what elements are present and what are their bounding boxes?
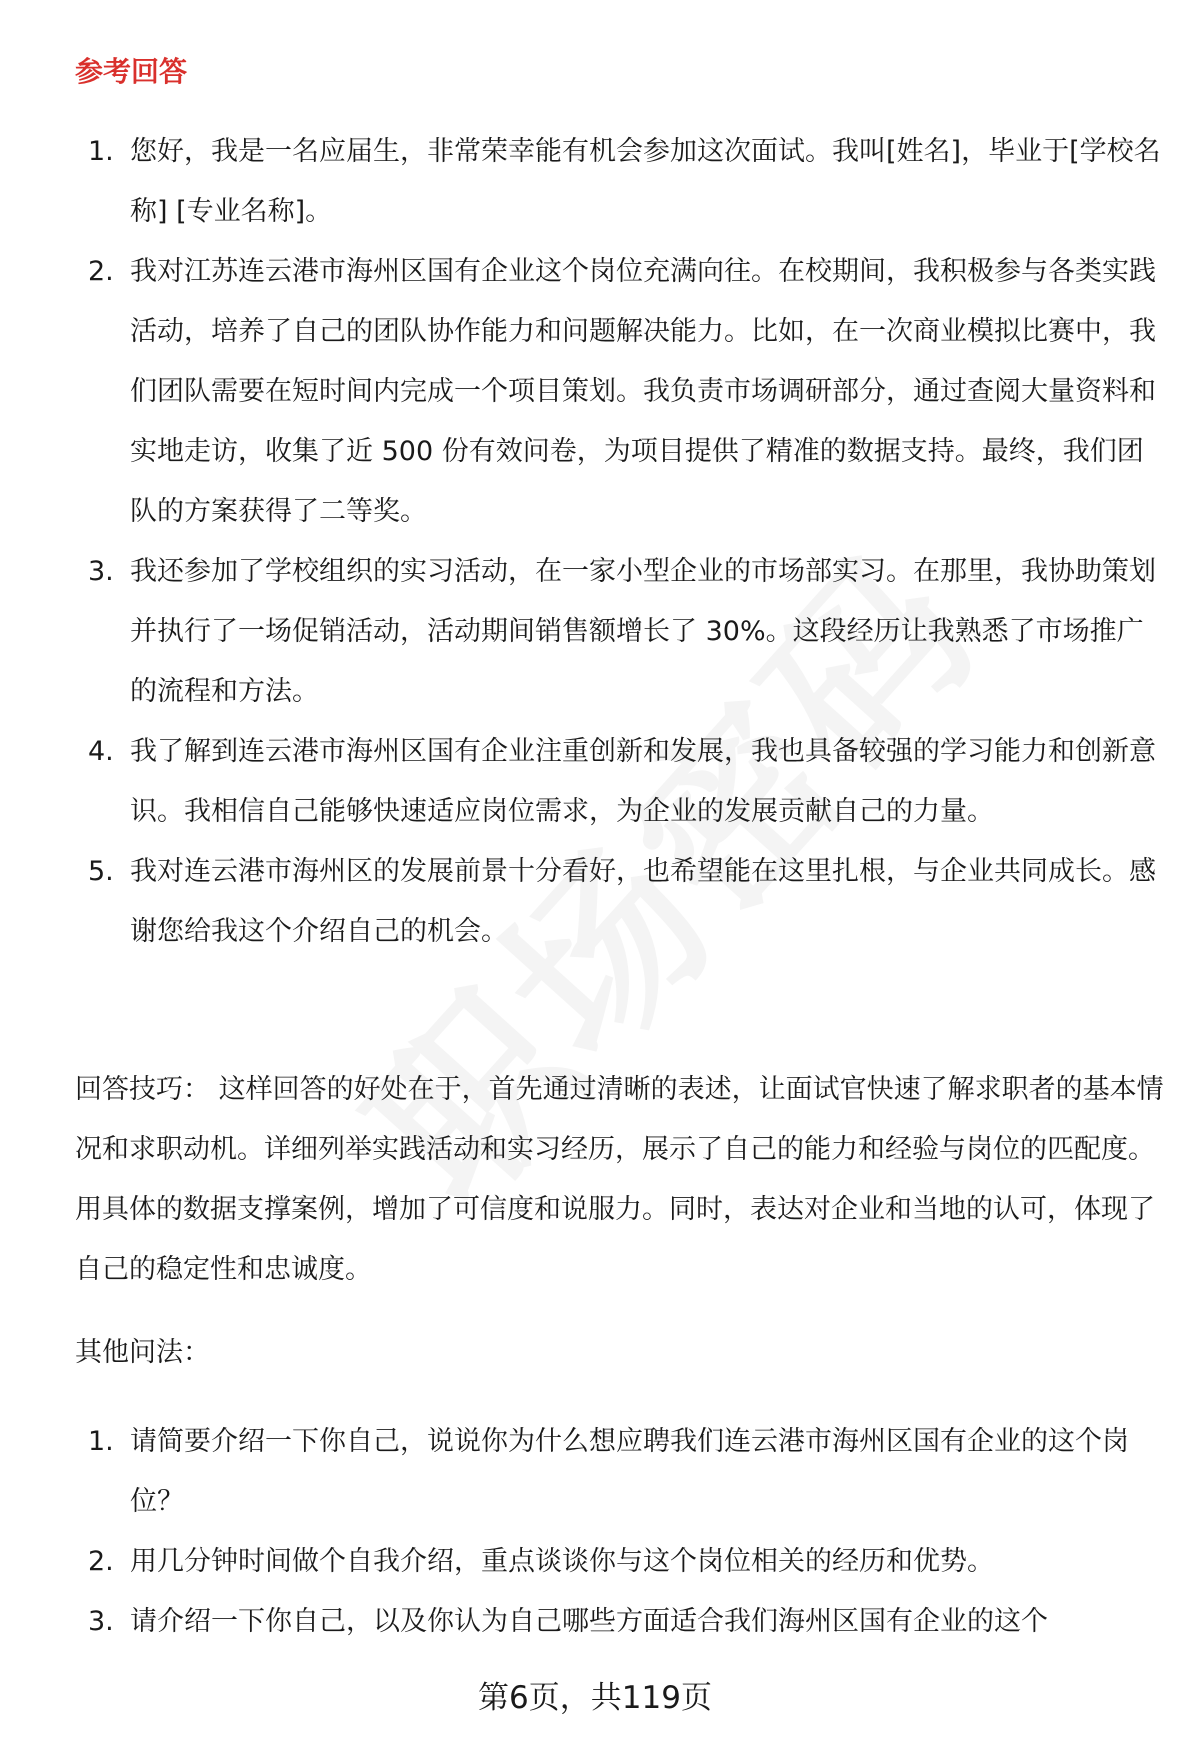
list-item <box>0 542 1162 722</box>
list-item-number: 4. <box>88 736 114 767</box>
list-item <box>0 842 1162 962</box>
list-item-text: 请简要介绍一下你自己，说说你为什么想应聘我们连云港市海州区国有企业的这个岗位？ <box>130 1426 1129 1517</box>
list-item <box>0 1412 1162 1532</box>
list-item <box>0 722 1162 842</box>
list-item <box>0 242 1162 542</box>
list-item-text: 我对江苏连云港市海州区国有企业这个岗位充满向往。在校期间，我积极参与各类实践活动，培养了自己的团队协作能力和问题解决能力。比如，在一次商业模拟比赛中，我们团队需要在短时间内完成一个项目策划。我负责市场调研部分，通过查阅大量资料和实地走访，收集了近 500 份有效问卷，为项目提供了精准的数据支持。最终，我们团队的方案获得了二等奖。 <box>130 256 1156 527</box>
answer-tips-paragraph: 回答技巧： 这样回答的好处在于，首先通过清晰的表述，让面试官快速了解求职者的基本情况和求职动机。详细列举实践活动和实习经历，展示了自己的能力和经验与岗位的匹配度。用具体的数据支撑案例，增加了可信度和说服力。同时，表达对企业和当地的认可，体现了自己的稳定性和忠诚度。 <box>75 1074 1164 1285</box>
list-item-number: 1. <box>88 136 114 167</box>
list-item <box>0 1532 1162 1592</box>
list-item-number: 2. <box>88 1546 114 1577</box>
list-item-text: 您好，我是一名应届生，非常荣幸能有机会参加这次面试。我叫[姓名]，毕业于[学校名称] [专业名称]。 <box>130 136 1161 227</box>
list-item-number: 1. <box>88 1426 114 1457</box>
section-title: 参考回答 <box>75 55 188 88</box>
list-item-text: 我还参加了学校组织的实习活动，在一家小型企业的市场部实习。在那里，我协助策划并执行了一场促销活动，活动期间销售额增长了 30%。这段经历让我熟悉了市场推广的流程和方法。 <box>130 556 1156 707</box>
list-item-text: 用几分钟时间做个自我介绍，重点谈谈你与这个岗位相关的经历和优势。 <box>130 1546 994 1577</box>
list-item-number: 2. <box>88 256 114 287</box>
list-item-text: 我了解到连云港市海州区国有企业注重创新和发展，我也具备较强的学习能力和创新意识。我相信自己能够快速适应岗位需求，为企业的发展贡献自己的力量。 <box>130 736 1156 827</box>
other-questions-label: 其他问法： <box>75 1337 210 1368</box>
other-questions-list <box>0 1412 1162 1652</box>
list-item-number: 5. <box>88 856 114 887</box>
list-item-text: 请介绍一下你自己，以及你认为自己哪些方面适合我们海州区国有企业的这个 <box>130 1606 1048 1637</box>
list-item <box>0 1592 1162 1652</box>
list-item <box>0 122 1162 242</box>
page-number-footer: 第6页，共119页 <box>478 1680 712 1716</box>
list-item-number: 3. <box>88 1606 114 1637</box>
list-item-number: 3. <box>88 556 114 587</box>
list-item-text: 我对连云港市海州区的发展前景十分看好，也希望能在这里扎根，与企业共同成长。感谢您给我这个介绍自己的机会。 <box>130 856 1156 947</box>
answer-list <box>0 122 1162 962</box>
